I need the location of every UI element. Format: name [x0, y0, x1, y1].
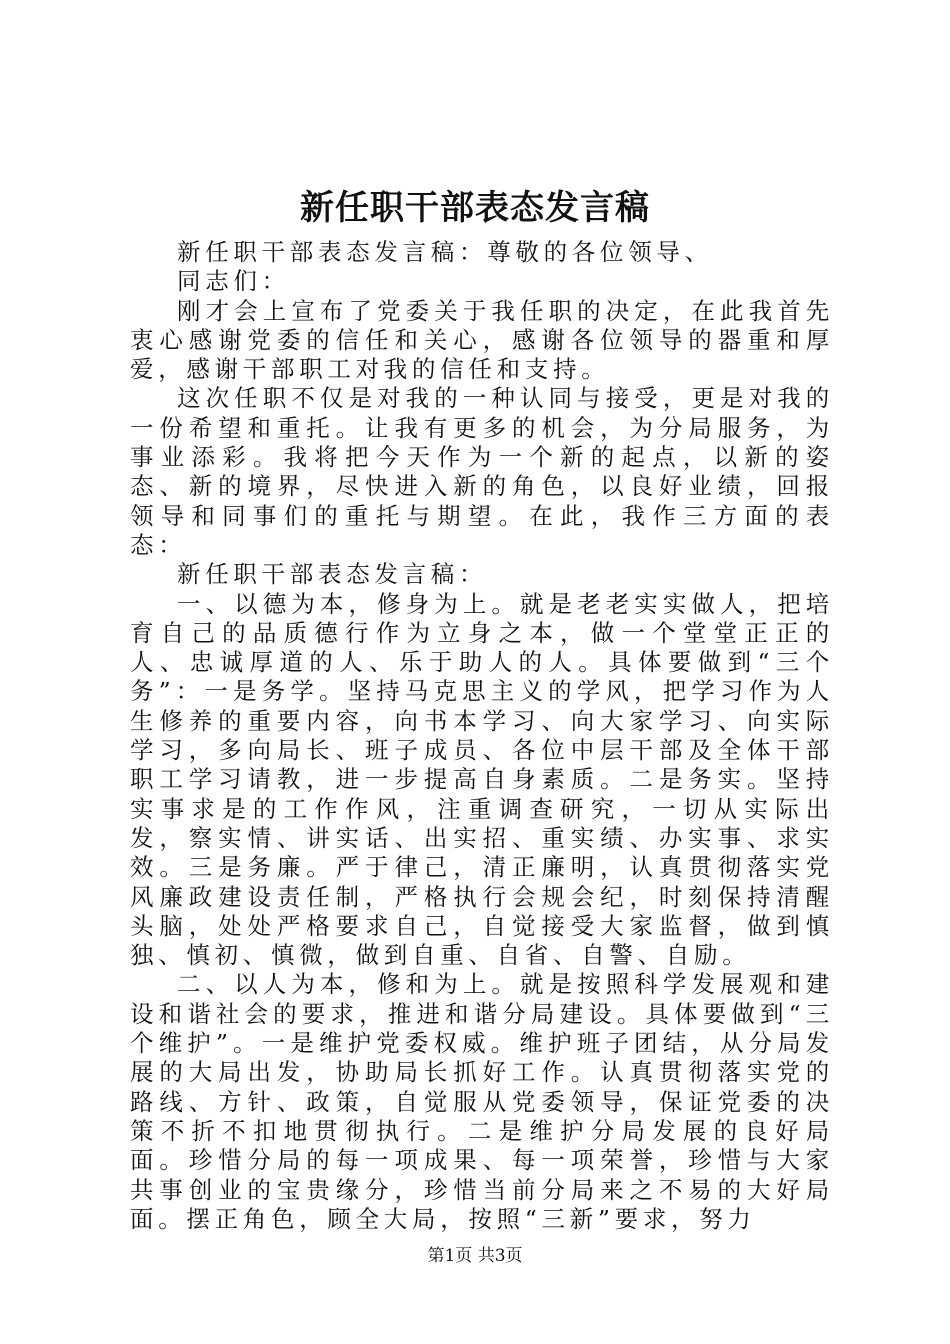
document-title: 新任职干部表态发言稿 [300, 188, 650, 228]
paragraph-point-two: 二、以人为本，修和为上。就是按照科学发展观和建设和谐社会的要求，推进和谐分局建设。具体要做到“三个维护”。一是维护党委权威。维护班子团结，从分局发展的大局出发，协助局长抓好工作。认真贯彻落实党的路线、方针、政策，自觉服从党委领导，保证党委的决策不折不扣地贯彻执行。二是维护分局发展的良好局面。珍惜分局的每一项成果、每一项荣誉，珍惜与大家共事创业的宝贵缘分，珍惜当前分局来之不易的大好局面。摆正角色，顾全大局，按照“三新”要求，努力 [130, 970, 834, 1233]
paragraph-subheading: 新任职干部表态发言稿： [177, 560, 488, 589]
paragraph-thanks: 刚才会上宣布了党委关于我任职的决定，在此我首先衷心感谢党委的信任和关心，感谢各位领导的器重和厚爱，感谢干部职工对我的信任和支持。 [130, 296, 834, 384]
paragraph-point-one: 一、以德为本，修身为上。就是老老实实做人，把培育自己的品质德行作为立身之本，做一个堂堂正正的人、忠诚厚道的人、乐于助人的人。具体要做到“三个务”：一是务学。坚持马克思主义的学风，把学习作为人生修养的重要内容，向书本学习、向大家学习、向实际学习，多向局长、班子成员、各位中层干部及全体干部职工学习请教，进一步提高自身素质。二是务实。坚持实事求是的工作作风，注重调查研究，一切从实际出发，察实情、讲实话、出实招、重实绩、办实事、求实效。三是务廉。严于律己，清正廉明，认真贯彻落实党风廉政建设责任制，严格执行会规会纪，时刻保持清醒头脑，处处严格要求自己，自觉接受大家监督，做到慎独、慎初、慎微，做到自重、自省、自警、自励。 [130, 589, 834, 970]
document-body [130, 238, 834, 1234]
paragraph-commitment: 这次任职不仅是对我的一种认同与接受，更是对我的一份希望和重托。让我有更多的机会，为分局服务，为事业添彩。我将把今天作为一个新的起点，以新的姿态、新的境界，尽快进入新的角色，以良好业绩，回报领导和同事们的重托与期望。在此，我作三方面的表态： [130, 384, 834, 559]
paragraph-greeting: 新任职干部表态发言稿：尊敬的各位领导、 [177, 238, 713, 266]
paragraph-salutation: 同志们： [177, 267, 290, 296]
page-footer: 第1页 共3页 [427, 1246, 523, 1266]
